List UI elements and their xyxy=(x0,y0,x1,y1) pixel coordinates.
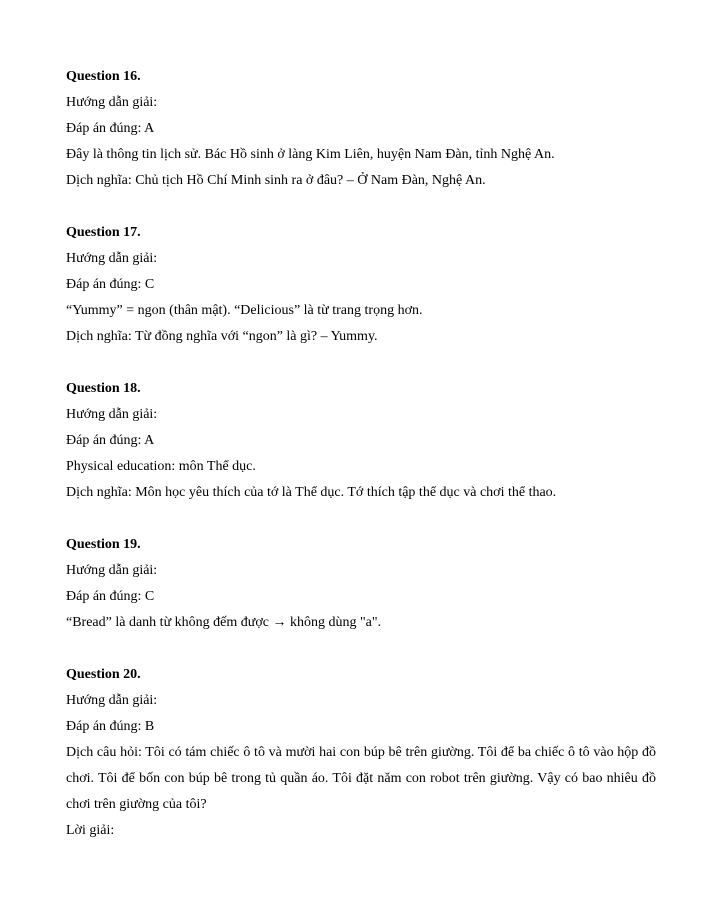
question-19-explanation: “Bread” là danh từ không đếm được → không dùng "a". xyxy=(66,615,382,630)
question-20-guide-label: Hướng dẫn giải: xyxy=(66,693,158,708)
question-16-guide-label: Hướng dẫn giải: xyxy=(66,95,158,110)
question-17-title: Question 17. xyxy=(66,225,141,240)
question-19-block xyxy=(66,532,656,636)
question-18-title: Question 18. xyxy=(66,381,141,396)
question-18-answer: Đáp án đúng: A xyxy=(66,433,155,448)
question-17-answer: Đáp án đúng: C xyxy=(66,277,155,292)
question-20-question-translation: Dịch câu hỏi: Tôi có tám chiếc ô tô và mười hai con búp bê trên giường. Tôi để ba chiếc ô tô vào hộp đồ chơi. Tôi để bốn con búp bê trong tủ quần áo. Tôi đặt năm con robot trên giường. Vậy có bao nhiêu đồ chơi trên giường của tôi? xyxy=(66,745,656,812)
question-20-title: Question 20. xyxy=(66,667,141,682)
question-16-translation: Dịch nghĩa: Chủ tịch Hồ Chí Minh sinh ra ở đâu? – Ở Nam Đàn, Nghệ An. xyxy=(66,173,486,188)
question-17-guide-label: Hướng dẫn giải: xyxy=(66,251,158,266)
question-17-explanation: “Yummy” = ngon (thân mật). “Delicious” là từ trang trọng hơn. xyxy=(66,303,423,318)
question-18-explanation: Physical education: môn Thể dục. xyxy=(66,459,256,474)
question-18-translation: Dịch nghĩa: Môn học yêu thích của tớ là Thể dục. Tớ thích tập thể dục và chơi thể thao. xyxy=(66,485,557,500)
question-19-answer: Đáp án đúng: C xyxy=(66,589,155,604)
question-16-answer: Đáp án đúng: A xyxy=(66,121,155,136)
question-16-block xyxy=(66,64,656,194)
question-19-title: Question 19. xyxy=(66,537,141,552)
question-18-block xyxy=(66,376,656,506)
question-16-explanation: Đây là thông tin lịch sử. Bác Hồ sinh ở làng Kim Liên, huyện Nam Đàn, tỉnh Nghệ An. xyxy=(66,147,555,162)
answer-explanations-page xyxy=(66,64,656,870)
question-17-block xyxy=(66,220,656,350)
question-18-guide-label: Hướng dẫn giải: xyxy=(66,407,158,422)
question-16-title: Question 16. xyxy=(66,69,141,84)
question-19-guide-label: Hướng dẫn giải: xyxy=(66,563,158,578)
question-17-translation: Dịch nghĩa: Từ đồng nghĩa với “ngon” là gì? – Yummy. xyxy=(66,329,378,344)
question-20-solution-label: Lời giải: xyxy=(66,823,115,838)
question-20-answer: Đáp án đúng: B xyxy=(66,719,155,734)
question-20-block xyxy=(66,662,656,844)
